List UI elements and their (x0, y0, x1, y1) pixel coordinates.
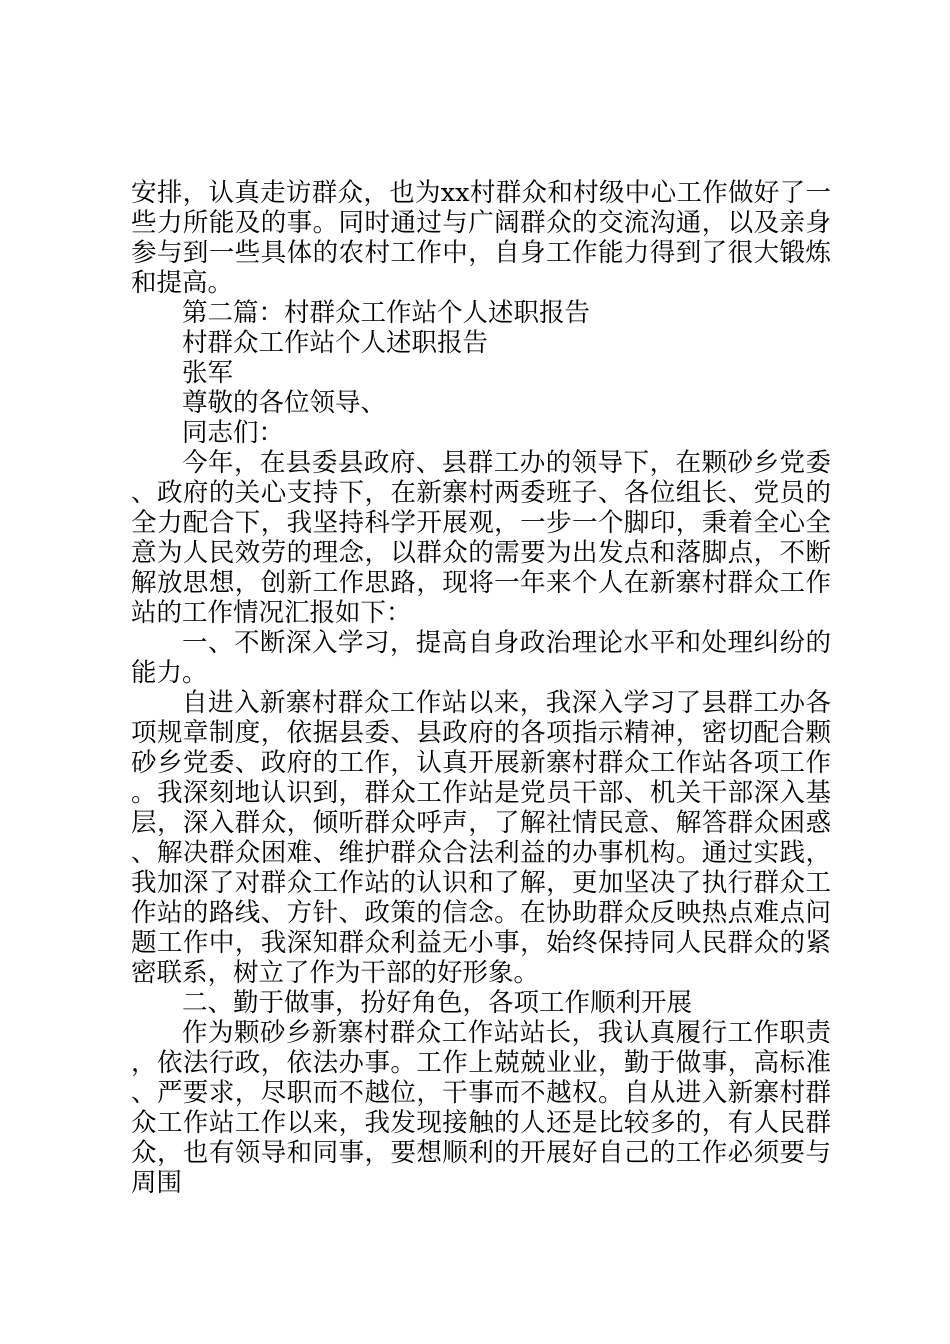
section-heading-1: 一、不断深入学习，提高自身政治理论水平和处理纠纷的能力。 (131, 628, 831, 688)
salutation-line-2: 同志们： (182, 418, 285, 448)
salutation-line-1: 尊敬的各位领导、 (182, 388, 387, 418)
paragraph-intro: 今年，在县委县政府、县群工办的领导下，在颗砂乡党委、政府的关心支持下，在新寨村两委班子、各位组长、党员的全力配合下，我坚持科学开展观，一步一个脚印，秉着全心全意为人民效劳的理念，以群众的需要为出发点和落脚点，不断解放思想，创新工作思路，现将一年来个人在新寨村群众工作站的工作情况汇报如下： (131, 448, 831, 628)
paragraph-section-2: 作为颗砂乡新寨村群众工作站站长，我认真履行工作职责，依法行政，依法办事。工作上兢兢业业，勤于做事，高标准、严要求，尽职而不越位，干事而不越权。自从进入新寨村群众工作站工作以来，我发现接触的人还是比较多的，有人民群众，也有领导和同事，要想顺利的开展好自己的工作必须要与周围 (131, 1018, 831, 1198)
paragraph-section-1: 自进入新寨村群众工作站以来，我深入学习了县群工办各项规章制度，依据县委、县政府的各项指示精神，密切配合颗砂乡党委、政府的工作，认真开展新寨村群众工作站各项工作。我深刻地认识到，群众工作站是党员干部、机关干部深入基层，深入群众，倾听群众呼声，了解社情民意、解答群众困惑、解决群众困难、维护群众合法利益的办事机构。通过实践，我加深了对群众工作站的认识和了解，更加坚决了执行群众工作站的路线、方针、政策的信念。在协助群众反映热点难点问题工作中，我深知群众利益无小事，始终保持同人民群众的紧密联系，树立了作为干部的好形象。 (131, 688, 831, 988)
paragraph-continuation: 安排，认真走访群众，也为xx村群众和村级中心工作做好了一些力所能及的事。同时通过与广阔群众的交流沟通，以及亲身参与到一些具体的农村工作中，自身工作能力得到了很大锻炼和提高。 (131, 178, 831, 298)
document-body (131, 178, 831, 1198)
section-heading-2: 二、勤于做事，扮好角色，各项工作顺利开展 (182, 988, 693, 1018)
author-name: 张军 (182, 358, 234, 388)
report-title: 村群众工作站个人述职报告 (182, 328, 489, 358)
section-heading: 第二篇：村群众工作站个人述职报告 (182, 298, 591, 328)
